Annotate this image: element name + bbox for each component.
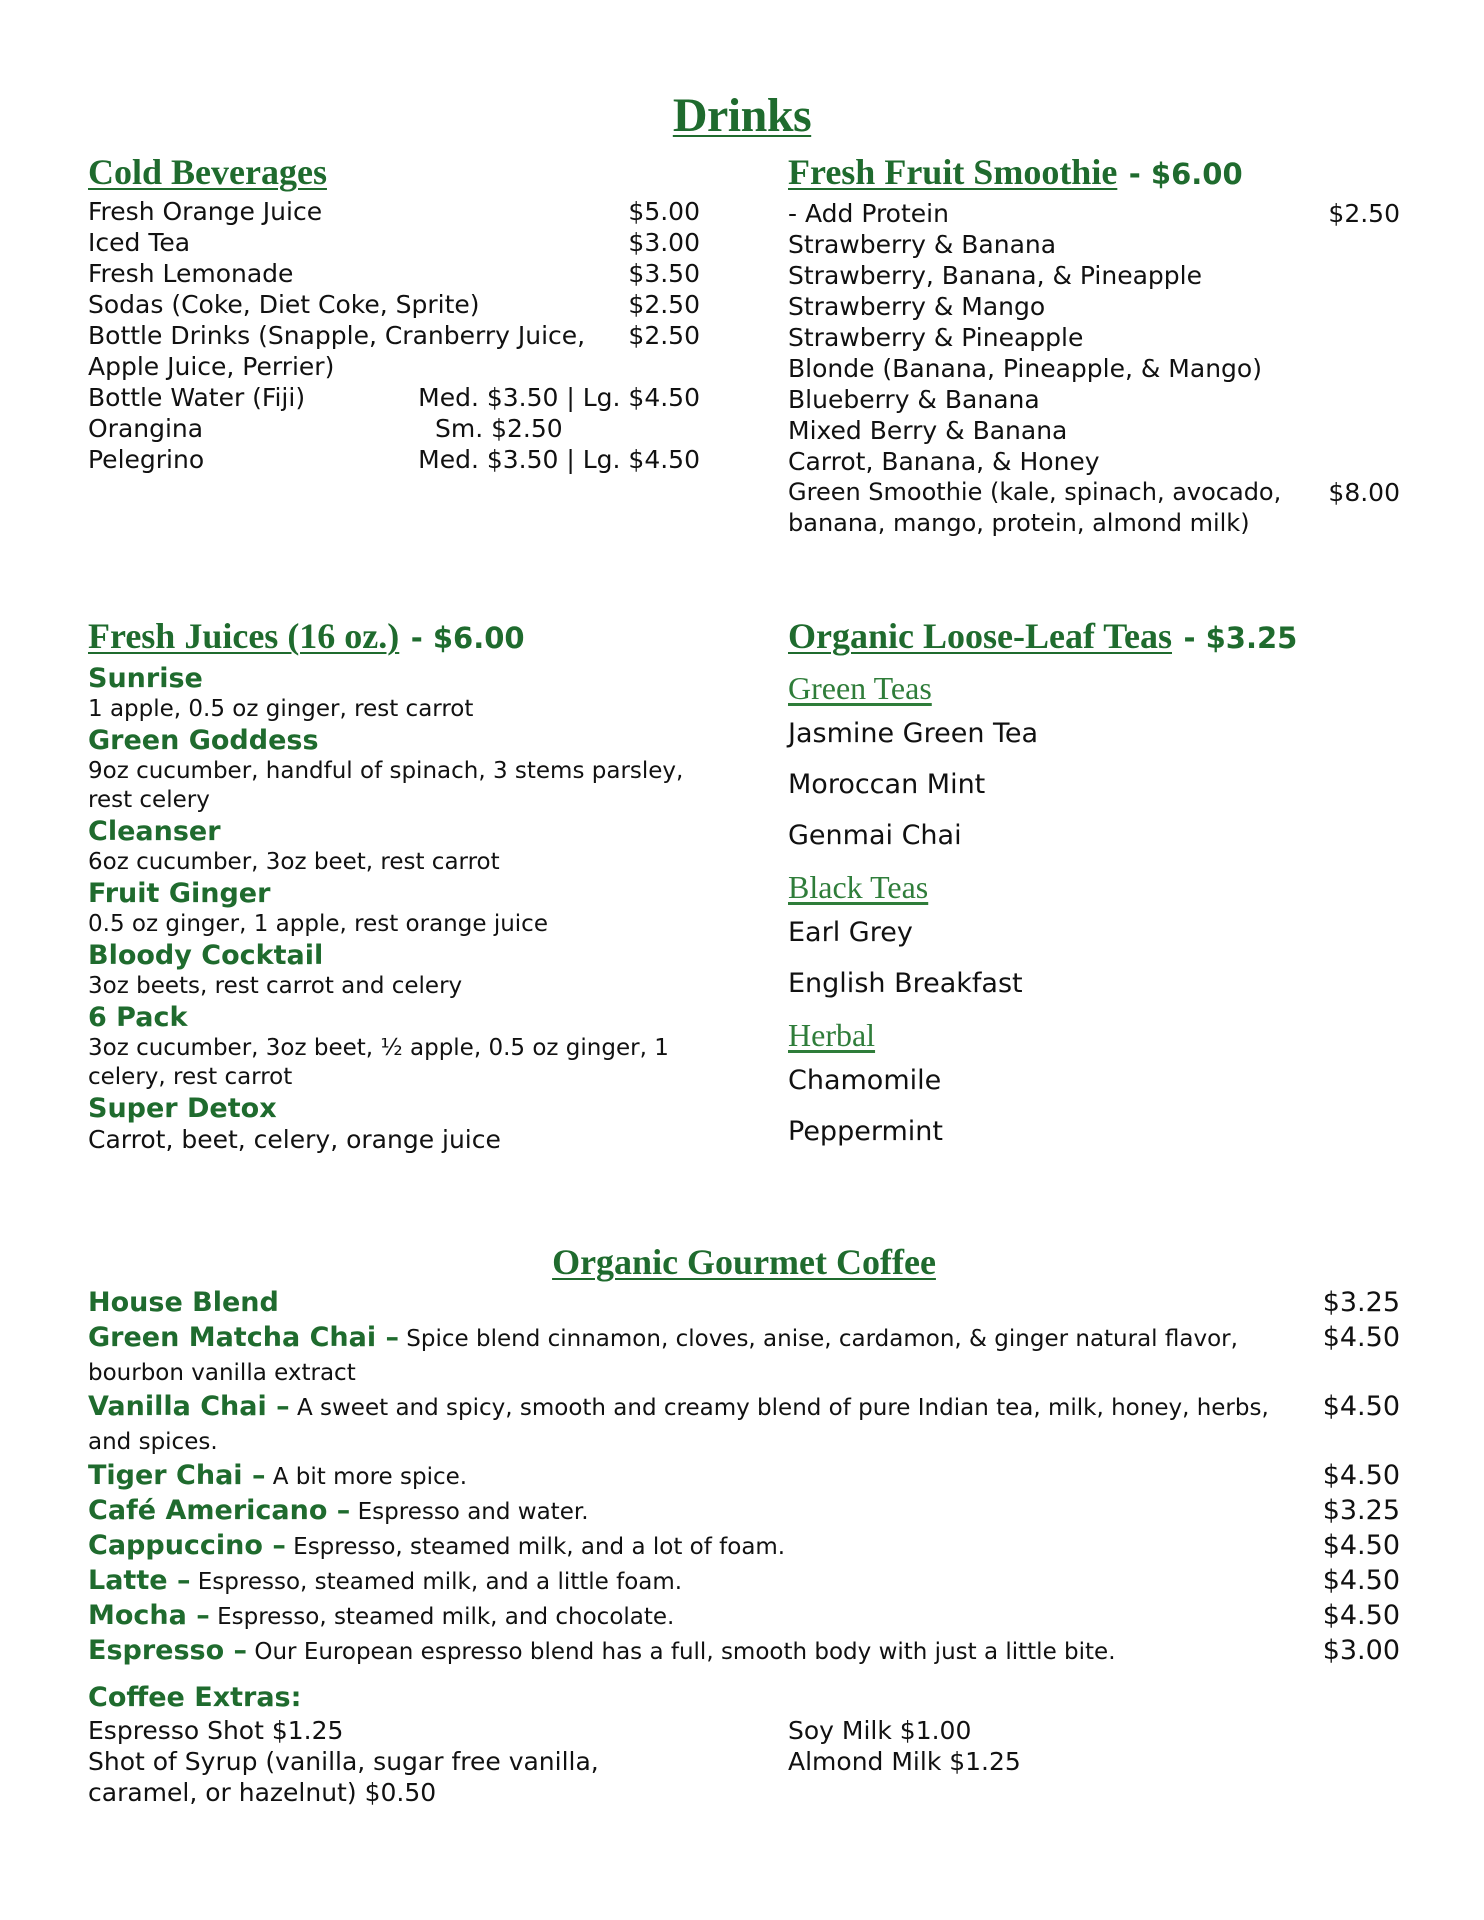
juice-desc: 9oz cucumber, handful of spinach, 3 stems parsley, rest celery <box>88 758 684 813</box>
menu-item <box>788 198 1400 229</box>
menu-item <box>88 258 700 289</box>
smoothie-price: - $6.00 <box>1128 157 1243 191</box>
item-name: Fresh Orange Juice <box>88 197 323 226</box>
extras-right-column <box>788 1715 1400 1808</box>
coffee-item <box>88 1599 1400 1634</box>
menu-item <box>88 196 700 227</box>
juices-heading: Fresh Juices (16 oz.) <box>88 616 400 656</box>
item-name: Sodas (Coke, Diet Coke, Sprite) <box>88 290 480 319</box>
item-name: Pelegrino <box>88 445 205 474</box>
menu-item: Strawberry & Banana <box>788 230 1057 259</box>
coffee-price: $4.50 <box>1322 1391 1400 1422</box>
coffee-price: $3.00 <box>1322 1635 1400 1666</box>
coffee-extras-heading: Coffee Extras: <box>88 1682 302 1713</box>
item-price: $2.50 <box>1328 199 1400 228</box>
teas-section <box>788 612 1400 1157</box>
coffee-item <box>88 1390 1400 1459</box>
coffee-desc: Espresso, steamed milk, and chocolate. <box>217 1604 675 1630</box>
menu-item: Strawberry & Mango <box>788 292 1046 321</box>
juice-name: Fruit Ginger <box>88 878 271 909</box>
juice-desc: 0.5 oz ginger, 1 apple, rest orange juice <box>88 911 548 937</box>
coffee-name: Tiger Chai – <box>88 1460 266 1491</box>
juices-price: - $6.00 <box>410 621 525 655</box>
item-price: Sm. $2.50 <box>435 414 563 443</box>
coffee-name: Espresso – <box>88 1635 248 1666</box>
juice-desc: 3oz cucumber, 3oz beet, ½ apple, 0.5 oz ginger, 1 celery, rest carrot <box>88 1035 669 1090</box>
tea-item: Earl Grey <box>788 917 913 948</box>
item-price: $3.00 <box>628 228 700 257</box>
menu-item <box>88 320 700 382</box>
item-price: $5.00 <box>628 197 700 226</box>
tea-item: Jasmine Green Tea <box>788 718 1039 749</box>
menu-item: Blueberry & Banana <box>788 385 1040 414</box>
coffee-price: $4.50 <box>1322 1600 1400 1631</box>
extra-item: Soy Milk $1.00 <box>788 1716 972 1745</box>
coffee-item <box>88 1564 1400 1599</box>
coffee-price: $3.25 <box>1322 1495 1400 1526</box>
menu-item <box>88 382 700 413</box>
smoothie-section <box>788 148 1400 539</box>
coffee-price: $4.50 <box>1322 1322 1400 1353</box>
coffee-extras <box>88 1715 1400 1808</box>
coffee-item <box>88 1529 1400 1564</box>
coffee-name: Green Matcha Chai – <box>88 1322 399 1353</box>
juice-name: Sunrise <box>88 663 203 694</box>
cold-beverages-heading: Cold Beverages <box>88 152 327 192</box>
juice-name: Bloody Cocktail <box>88 940 324 971</box>
tea-item: Chamomile <box>788 1065 942 1096</box>
juice-desc: 1 apple, 0.5 oz ginger, rest carrot <box>88 696 474 722</box>
teas-heading-line <box>788 612 1400 662</box>
coffee-desc: A bit more spice. <box>272 1464 468 1490</box>
tea-group-heading: Herbal <box>788 1017 876 1053</box>
juice-name: Super Detox <box>88 1093 277 1124</box>
juice-desc: Carrot, beet, celery, orange juice <box>88 1125 501 1154</box>
juices-heading-line <box>88 612 700 662</box>
coffee-item <box>88 1494 1400 1529</box>
coffee-item <box>88 1634 1400 1669</box>
smoothie-heading: Fresh Fruit Smoothie <box>788 152 1118 192</box>
extras-left-column <box>88 1715 788 1808</box>
menu-item: Carrot, Banana, & Honey <box>788 447 1100 476</box>
coffee-price: $4.50 <box>1322 1530 1400 1561</box>
item-price: $2.50 <box>628 321 700 350</box>
juice-name: Cleanser <box>88 816 221 847</box>
coffee-name: Latte – <box>88 1565 191 1596</box>
coffee-name: Café Americano – <box>88 1495 351 1526</box>
teas-heading: Organic Loose-Leaf Teas <box>788 616 1172 656</box>
extra-item: Espresso Shot $1.25 <box>88 1716 344 1745</box>
page-title: Drinks <box>672 89 812 142</box>
menu-item: Strawberry, Banana, & Pineapple <box>788 261 1202 290</box>
menu-item: Strawberry & Pineapple <box>788 323 1084 352</box>
tea-item: Peppermint <box>788 1116 943 1147</box>
item-name: Fresh Lemonade <box>88 259 294 288</box>
menu-item <box>88 227 700 258</box>
juice-name: Green Goddess <box>88 725 319 756</box>
coffee-price: $4.50 <box>1322 1565 1400 1596</box>
item-price: $3.50 <box>628 259 700 288</box>
extra-item: Shot of Syrup (vanilla, sugar free vanilla, caramel, or hazelnut) $0.50 <box>88 1747 599 1807</box>
item-name: Bottle Water (Fiji) <box>88 383 306 412</box>
tea-group-heading: Green Teas <box>788 670 932 706</box>
item-name: Orangina <box>88 414 204 443</box>
menu-item <box>88 289 700 320</box>
coffee-desc: A sweet and spicy, smooth and creamy blend of pure Indian tea, milk, honey, herbs, and spices. <box>88 1395 1269 1455</box>
coffee-desc: Espresso and water. <box>357 1499 589 1525</box>
juice-name: 6 Pack <box>88 1002 188 1033</box>
coffee-desc: Espresso, steamed milk, and a lot of foam. <box>293 1534 786 1560</box>
item-name: - Add Protein <box>788 199 949 228</box>
coffee-item <box>88 1286 1400 1321</box>
menu-item: Mixed Berry & Banana <box>788 416 1068 445</box>
coffee-name: House Blend <box>88 1287 279 1318</box>
item-price: $8.00 <box>1328 478 1400 507</box>
coffee-desc: Spice blend cinnamon, cloves, anise, cardamon, & ginger natural flavor, bourbon vanilla extract <box>88 1326 1238 1386</box>
menu-item <box>88 413 700 444</box>
fresh-juices-section <box>88 612 700 1154</box>
smoothie-heading-line <box>788 148 1400 198</box>
coffee-name: Vanilla Chai – <box>88 1391 290 1422</box>
coffee-price: $4.50 <box>1322 1460 1400 1491</box>
cold-beverages-section <box>88 148 700 475</box>
tea-item: English Breakfast <box>788 968 1023 999</box>
coffee-name: Cappuccino – <box>88 1530 286 1561</box>
coffee-item <box>88 1321 1400 1390</box>
coffee-desc: Our European espresso blend has a full, smooth body with just a little bite. <box>254 1639 1116 1665</box>
tea-group-heading: Black Teas <box>788 869 929 905</box>
juice-desc: 3oz beets, rest carrot and celery <box>88 973 463 999</box>
item-price: $2.50 <box>628 290 700 319</box>
coffee-item <box>88 1459 1400 1494</box>
item-name: Iced Tea <box>88 228 191 257</box>
menu-item <box>88 444 700 475</box>
coffee-desc: Espresso, steamed milk, and a little foam. <box>197 1569 683 1595</box>
item-price: Med. $3.50 | Lg. $4.50 <box>418 445 700 474</box>
coffee-name: Mocha – <box>88 1600 210 1631</box>
extra-item: Almond Milk $1.25 <box>788 1747 1021 1776</box>
coffee-section <box>88 1238 1400 1808</box>
tea-item: Moroccan Mint <box>788 769 986 800</box>
item-price: Med. $3.50 | Lg. $4.50 <box>418 383 700 412</box>
teas-price: - $3.25 <box>1183 621 1298 655</box>
menu-item <box>788 477 1400 539</box>
coffee-heading: Organic Gourmet Coffee <box>552 1242 936 1282</box>
item-name: Bottle Drinks (Snapple, Cranberry Juice, Apple Juice, Perrier) <box>88 321 586 381</box>
juice-desc: 6oz cucumber, 3oz beet, rest carrot <box>88 849 500 875</box>
menu-item: Blonde (Banana, Pineapple, & Mango) <box>788 354 1262 383</box>
tea-item: Genmai Chai <box>788 820 962 851</box>
coffee-price: $3.25 <box>1322 1287 1400 1318</box>
item-name: Green Smoothie (kale, spinach, avocado, banana, mango, protein, almond milk) <box>788 478 1282 537</box>
